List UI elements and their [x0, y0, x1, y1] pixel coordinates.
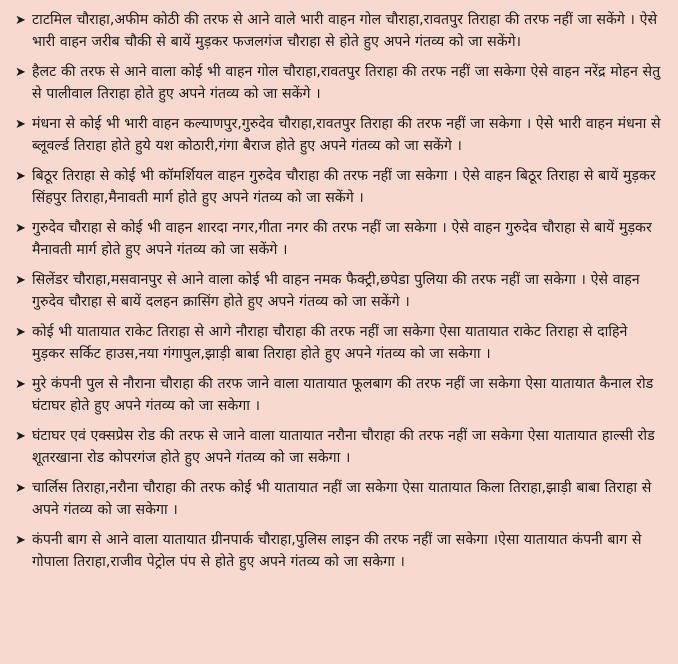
list-item	[14, 114, 664, 157]
list-item	[14, 374, 664, 417]
list-item	[14, 322, 664, 365]
list-item	[14, 426, 664, 469]
arrow-bullet-icon: ➤	[15, 325, 26, 340]
list-item	[14, 62, 664, 105]
arrow-bullet-icon: ➤	[15, 377, 26, 392]
list-item-text: कोई भी यातायात राकेट तिराहा से आगे नौराहा चौराहा की तरफ नहीं जा सकेगा ऐसा यातायात राकेट तिराहा से दाहिने मुड़कर सर्किट हाउस,नया गंगापुल,झाड़ी बाबा तिराहा होते हुए अपने गंतव्य को जा सकेगा ।	[32, 324, 628, 362]
list-item	[14, 10, 664, 53]
list-item	[14, 166, 664, 209]
arrow-bullet-icon: ➤	[15, 429, 26, 444]
arrow-bullet-icon: ➤	[15, 65, 26, 80]
list-item-text: सिलेंडर चौराहा,मसवानपुर से आने वाला कोई भी वाहन नमक फैक्ट्री,छपेडा पुलिया की तरफ नहीं जा सकेगा । ऐसे वाहन गुरुदेव चौराहा से बायें दलहन क्रासिंग होते हुए अपने गंतव्य को जा सकेंगे ।	[32, 272, 640, 310]
list-item	[14, 530, 664, 573]
list-item-text: घंटाघर एवं एक्सप्रेस रोड की तरफ से जाने वाला यातायात नरौना चौराहा की तरफ नहीं जा सकेगा ऐसा यातायात हाल्सी रोड शूतरखाना रोड कोपरगंज होते हुए अपने गंतव्य को जा सकेगा ।	[32, 428, 655, 466]
arrow-bullet-icon: ➤	[15, 221, 26, 236]
list-item-text: मुरे कंपनी पुल से नौराना चौराहा की तरफ जाने वाला यातायात फूलबाग की तरफ नहीं जा सकेगा ऐसा यातायात कैनाल रोड घंटाघर होते हुए अपने गंतव्य को जा सकेगा ।	[32, 376, 654, 414]
arrow-bullet-icon: ➤	[15, 169, 26, 184]
arrow-bullet-icon: ➤	[15, 273, 26, 288]
arrow-bullet-icon: ➤	[15, 481, 26, 496]
list-item	[14, 478, 664, 521]
list-item-text: बिठूर तिराहा से कोई भी कॉमर्शियल वाहन गुरुदेव चौराहा की तरफ नहीं जा सकेगा । ऐसे वाहन बिठूर तिराहा से बायें मुड़कर सिंहपुर तिराहा,मैनावती मार्ग होते हुए अपने गंतव्य को जा सकेंगे ।	[32, 168, 656, 206]
list-item	[14, 270, 664, 313]
list-item-text: मंधना से कोई भी भारी वाहन कल्याणपुर,गुरुदेव चौराहा,रावतपुर तिराहा की तरफ नहीं जा सकेगा । ऐसे भारी वाहन मंधना से ब्लूवर्ल्ड तिराहा होते हुये यश कोठारी,गंगा बैराज होते हुए अपने गंतव्य को जा सकेंगे ।	[32, 116, 661, 154]
list-item-text: गुरुदेव चौराहा से कोई भी वाहन शारदा नगर,गीता नगर की तरफ नहीं जा सकेगा । ऐसे वाहन गुरुदेव चौराहा से बायें मुड़कर मैनावती मार्ग होते हुए अपने गंतव्य को जा सकेंगे ।	[32, 220, 652, 258]
arrow-bullet-icon: ➤	[15, 13, 26, 28]
arrow-bullet-icon: ➤	[15, 117, 26, 132]
arrow-bullet-icon: ➤	[15, 533, 26, 548]
list-item-text: चार्लिस तिराहा,नरौना चौराहा की तरफ कोई भी यातायात नहीं जा सकेगा ऐसा यातायात किला तिराहा,झाड़ी बाबा तिराहा से अपने गंतव्य को जा सकेगा ।	[32, 480, 652, 518]
list-item-text: कंपनी बाग से आने वाला यातायात ग्रीनपार्क चौराहा,पुलिस लाइन की तरफ नहीं जा सकेगा ।ऐसा यातायात कंपनी बाग से गोपाला तिराहा,राजीव पेट्रोल पंप से होते हुए अपने गंतव्य को जा सकेगा ।	[32, 532, 642, 570]
list-item	[14, 218, 664, 261]
list-item-text: टाटमिल चौराहा,अफीम कोठी की तरफ से आने वाले भारी वाहन गोल चौराहा,रावतपुर तिराहा की तरफ नहीं जा सकेंगे । ऐसे भारी वाहन जरीब चौकी से बायें मुड़कर फजलगंज चौराहा से होते हुए अपने गंतव्य को जा सकेंगे।	[32, 12, 658, 50]
list-item-text: हैलट की तरफ से आने वाला कोई भी वाहन गोल चौराहा,रावतपुर तिराहा की तरफ नहीं जा सकेगा ऐसे वाहन नरेंद्र मोहन सेतु से पालीवाल तिराहा होते हुए अपने गंतव्य को जा सकेंगे ।	[32, 64, 661, 102]
